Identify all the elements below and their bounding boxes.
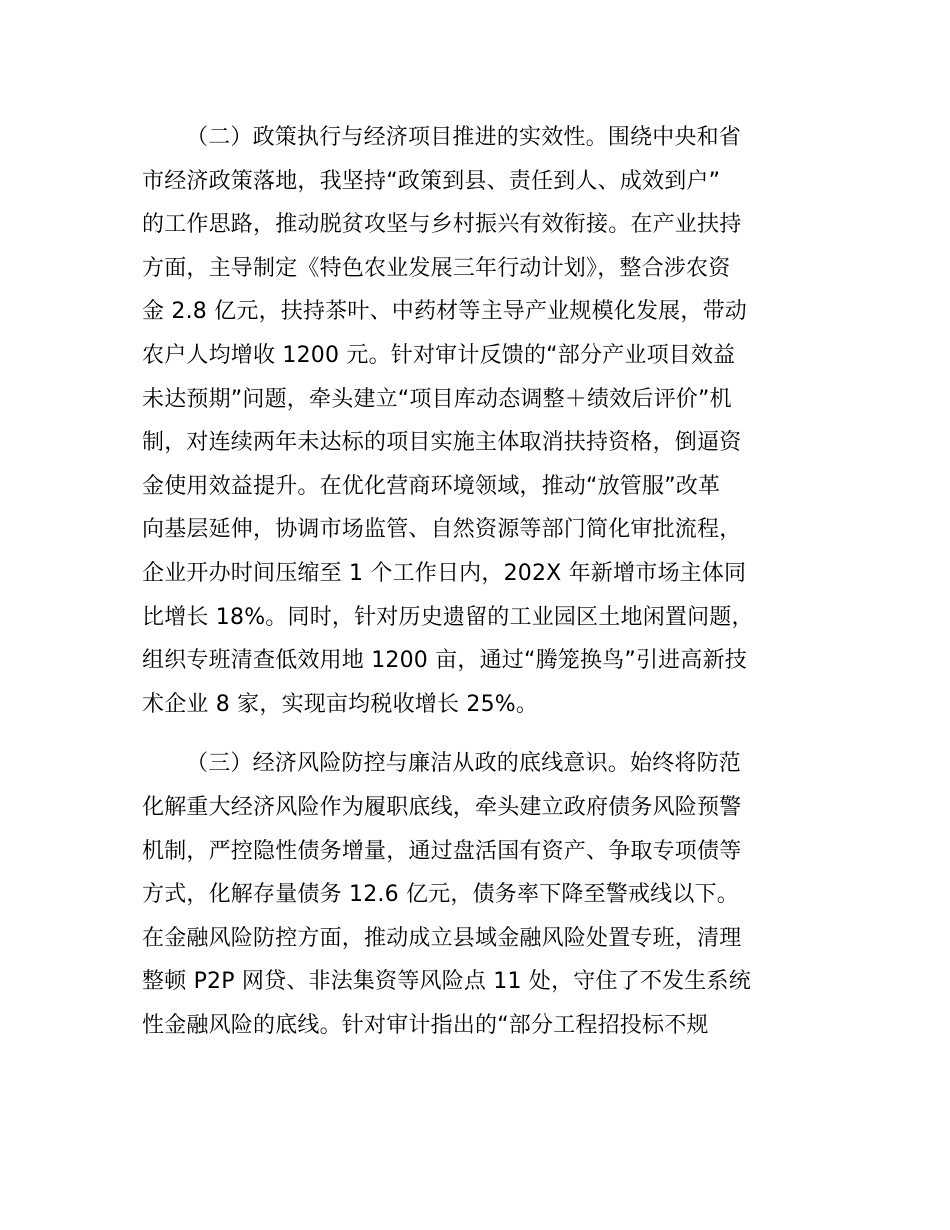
text-line: 化解重大经济风险作为履职底线，牵头建立政府债务风险预警 (142, 794, 742, 820)
paragraph-risk-control (142, 742, 842, 1047)
text-line: 整顿 P2P 网贷、非法集资等风险点 11 处，守住了不发生系统 (142, 969, 751, 995)
text-line: 金 2.8 亿元，扶持茶叶、中药材等主导产业规模化发展，带动 (142, 299, 747, 325)
text-line: 金使用效益提升。在优化营商环境领域，推动“放管服”改革 (142, 473, 721, 499)
paragraph-spacer (142, 726, 842, 742)
text-line: 市经济政策落地，我坚持“政策到县、责任到人、成效到户” (142, 168, 721, 194)
text-line: 组织专班清查低效用地 1200 亩，通过“腾笼换鸟”引进高新技 (142, 648, 747, 674)
text-line: （三）经济风险防控与廉洁从政的底线意识。始终将防范 (186, 751, 742, 777)
text-line: 方式，化解存量债务 12.6 亿元，债务率下降至警戒线以下。 (142, 882, 739, 908)
paragraph-policy-execution (142, 116, 842, 726)
text-line: 的工作思路，推动脱贫攻坚与乡村振兴有效衔接。在产业扶持 (142, 212, 742, 238)
text-line: （二）政策执行与经济项目推进的实效性。围绕中央和省 (186, 125, 742, 150)
text-line: 术企业 8 家，实现亩均税收增长 25%。 (142, 691, 539, 717)
text-line: 性金融风险的底线。针对审计指出的“部分工程招投标不规 (142, 1012, 709, 1038)
text-line: 方面，主导制定《特色农业发展三年行动计划》，整合涉农资 (142, 255, 731, 281)
text-line: 未达预期”问题，牵头建立“项目库动态调整＋绩效后评价”机 (142, 386, 732, 412)
text-line: 机制，严控隐性债务增量，通过盘活国有资产、争取专项债等 (142, 838, 742, 864)
text-line: 制，对连续两年未达标的项目实施主体取消扶持资格，倒逼资 (142, 430, 742, 456)
text-line: 比增长 18%。同时，针对历史遗留的工业园区土地闲置问题， (142, 604, 754, 630)
text-line: 企业开办时间压缩至 1 个工作日内，202X 年新增市场主体同 (142, 560, 747, 586)
document-body (142, 116, 842, 1047)
text-line: 农户人均增收 1200 元。针对审计反馈的“部分产业项目效益 (142, 342, 736, 368)
text-line: 在金融风险防控方面，推动成立县域金融风险处置专班，清理 (142, 925, 742, 951)
text-line: 向基层延伸，协调市场监管、自然资源等部门简化审批流程， (142, 517, 742, 543)
